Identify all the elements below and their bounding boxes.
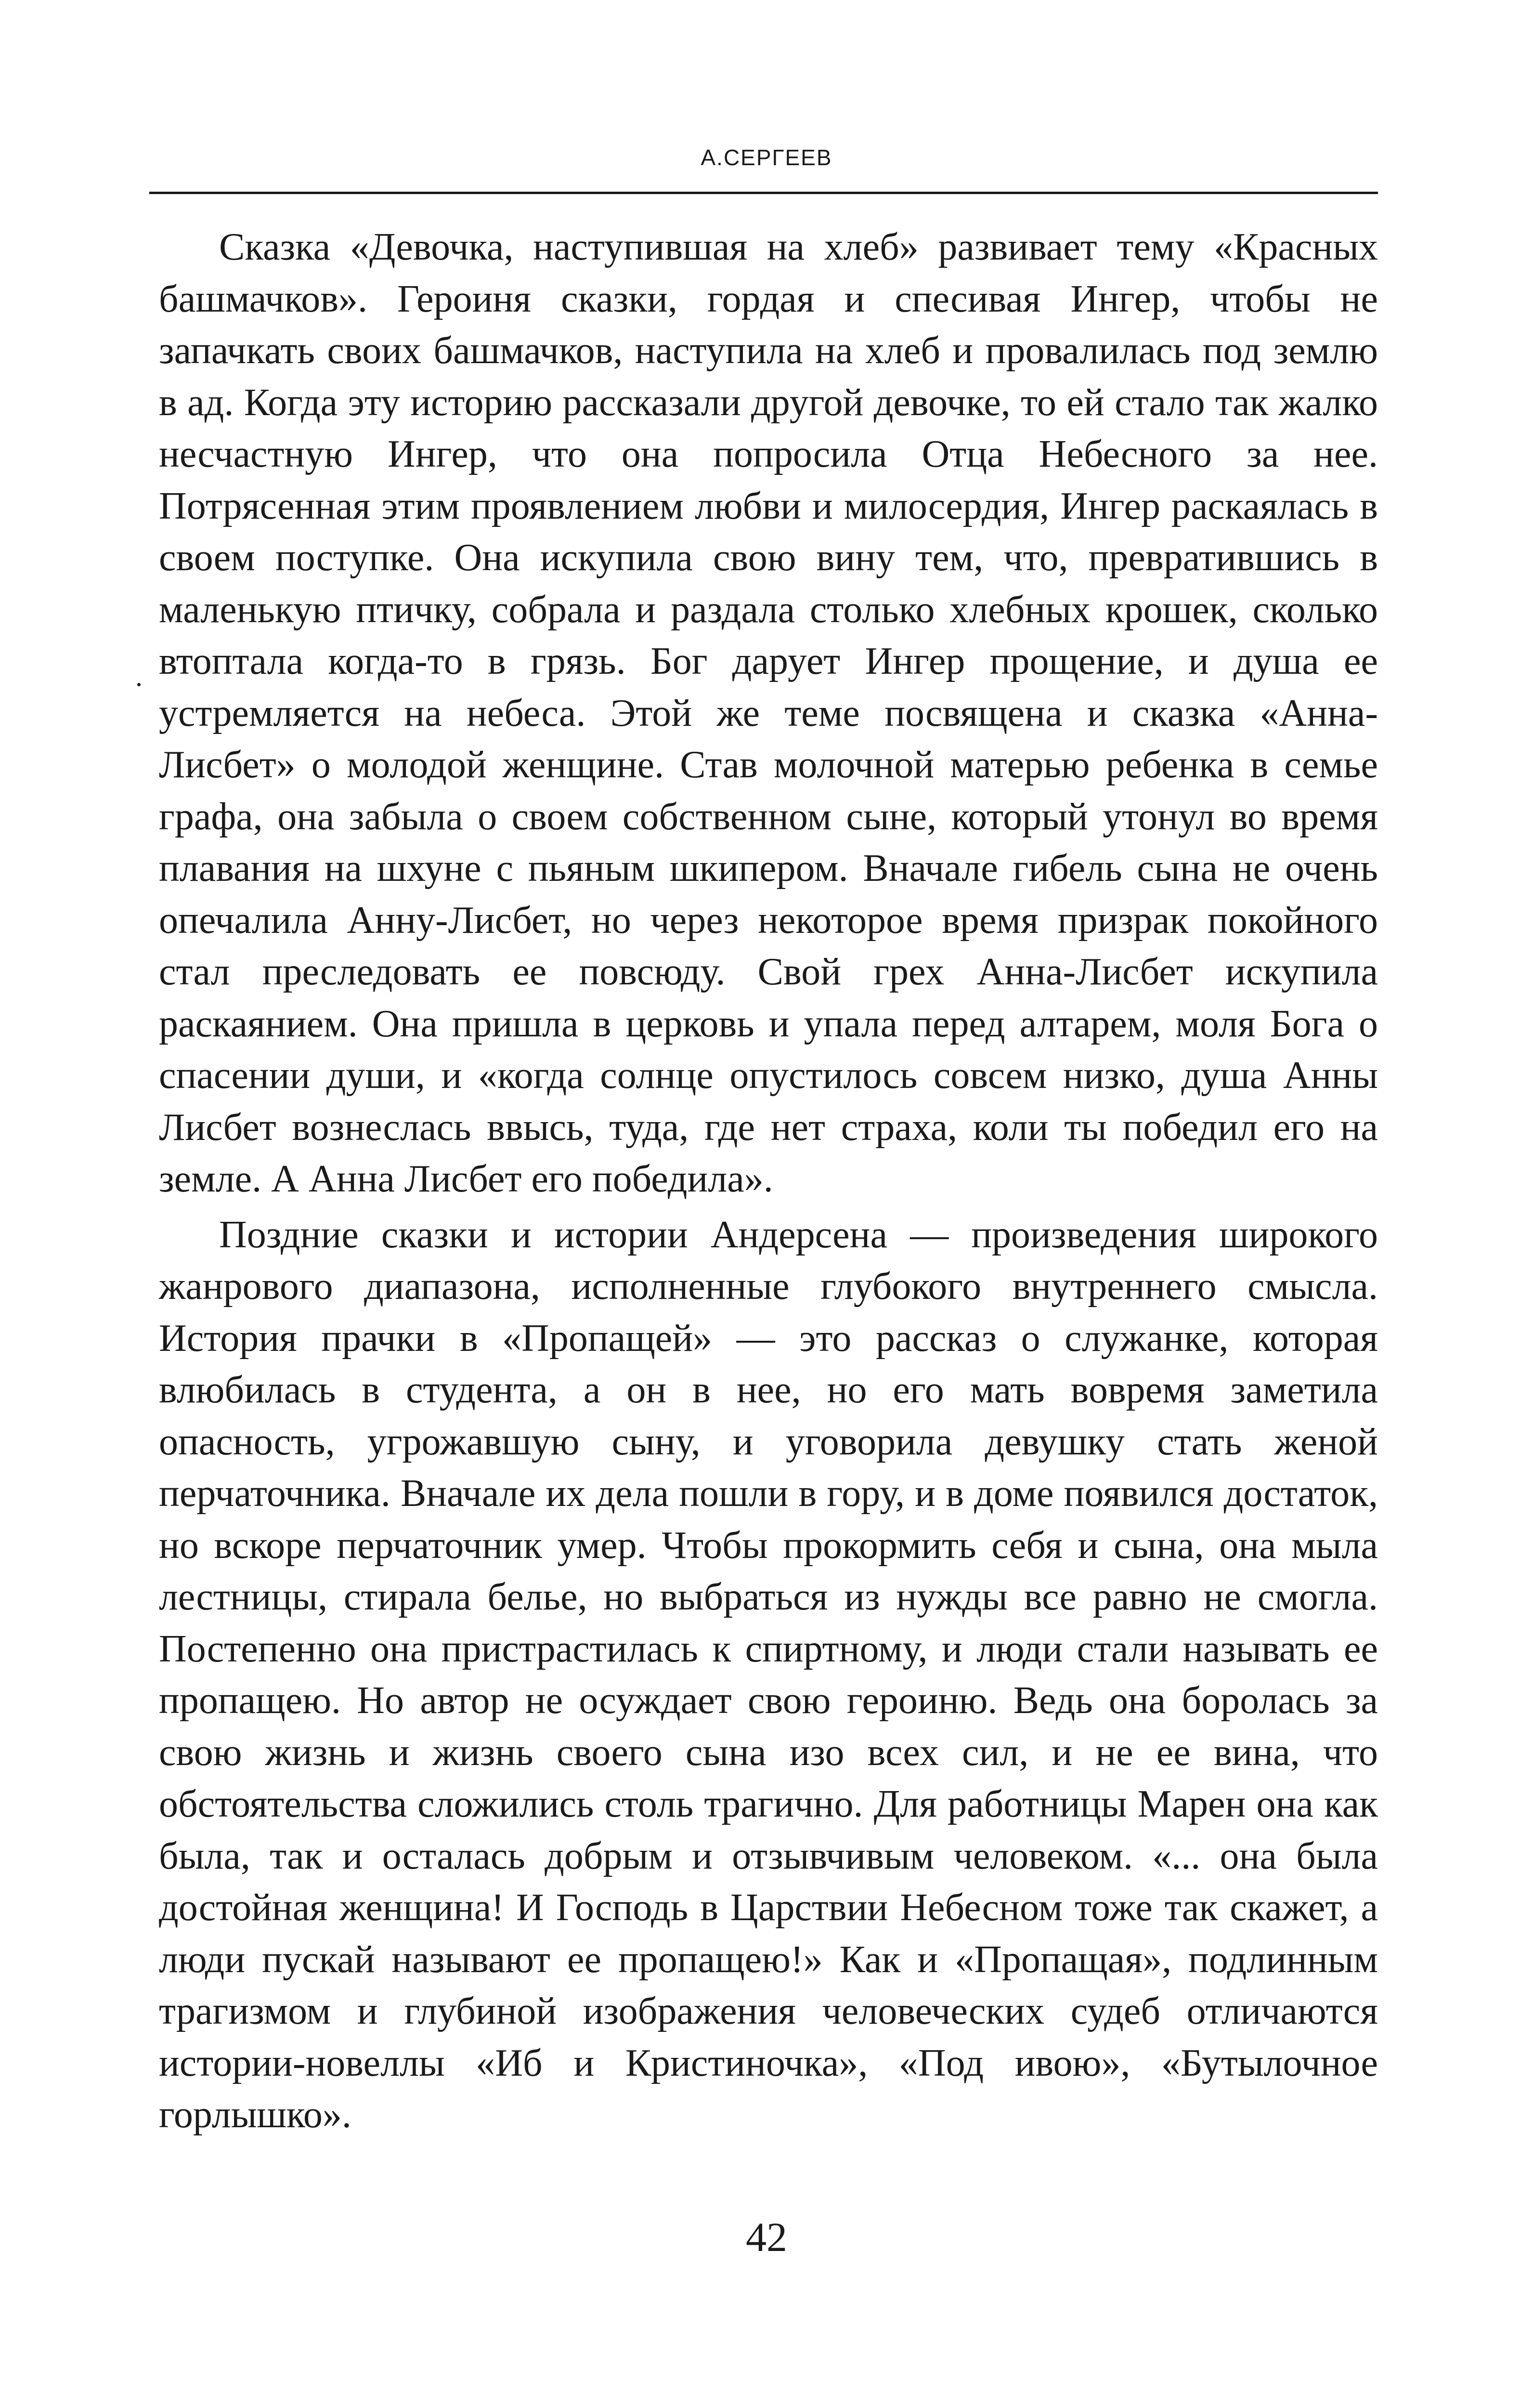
header-rule: [149, 192, 1378, 194]
body-text: [159, 222, 1378, 2141]
page-number: 42: [746, 2214, 787, 2260]
paragraph: Поздние сказки и истории Андерсена — произведения широкого жанрового диапазона, исполненные глубокого внутреннего смысла. История прачки в «Пропащей» — это рассказ о служанке, которая влюбилась в студента, а он в нее, но его мать вовремя заметила опасность, угрожавшую сыну, и уговорила девушку стать женой перчаточника. Вначале их дела пошли в гору, и в доме появился достаток, но вскоре перчаточник умер. Чтобы прокормить себя и сына, она мыла лестницы, стирала белье, но выбраться из нужды все равно не смогла. Постепенно она пристрастилась к спиртному, и люди стали называть ее пропащею. Но автор не осуждает свою героиню. Ведь она боролась за свою жизнь и жизнь своего сына изо всех сил, и не ее вина, что обстоятельства сложились столь трагично. Для работницы Марен она как была, так и осталась добрым и отзывчивым человеком. «... она была достойная женщина! И Господь в Царствии Небесном тоже так скажет, а люди пускай называют ее пропащею!» Как и «Пропащая», подлинным трагизмом и глубиной изображения человеческих судеб отличаются истории-новеллы «Иб и Кристиночка», «Под ивою», «Бутылочное горлышко».: [159, 1213, 1378, 2136]
running-head: А.СЕРГЕЕВ: [701, 145, 832, 170]
margin-dot: [137, 683, 141, 686]
paragraph: Сказка «Девочка, наступившая на хлеб» развивает тему «Красных башмачков». Героиня сказки, гордая и спесивая Ингер, чтобы не запачкать своих башмачков, наступила на хлеб и провалилась под землю в ад. Когда эту историю рассказали другой девочке, то ей стало так жалко несчастную Ингер, что она попросила Отца Небесного за нее. Потрясенная этим проявлением любви и милосердия, Ингер раскаялась в своем поступке. Она искупила свою вину тем, что, превратившись в маленькую птичку, собрала и раздала столько хлебных крошек, сколько втоптала когда-то в грязь. Бог дарует Ингер прощение, и душа ее устремляется на небеса. Этой же теме посвящена и сказка «Анна-Лисбет» о молодой женщине. Став молочной матерью ребенка в семье графа, она забыла о своем собственном сыне, который утонул во время плавания на шхуне с пьяным шкипером. Вначале гибель сына не очень опечалила Анну-Лисбет, но через некоторое время призрак покойного стал преследовать ее повсюду. Свой грех Анна-Лисбет искупила раскаянием. Она пришла в церковь и упала перед алтарем, моля Бога о спасении души, и «когда солнце опустилось совсем низко, душа Анны Лисбет вознеслась ввысь, туда, где нет страха, коли ты победил его на земле. А Анна Лисбет его победила».: [159, 226, 1378, 1200]
